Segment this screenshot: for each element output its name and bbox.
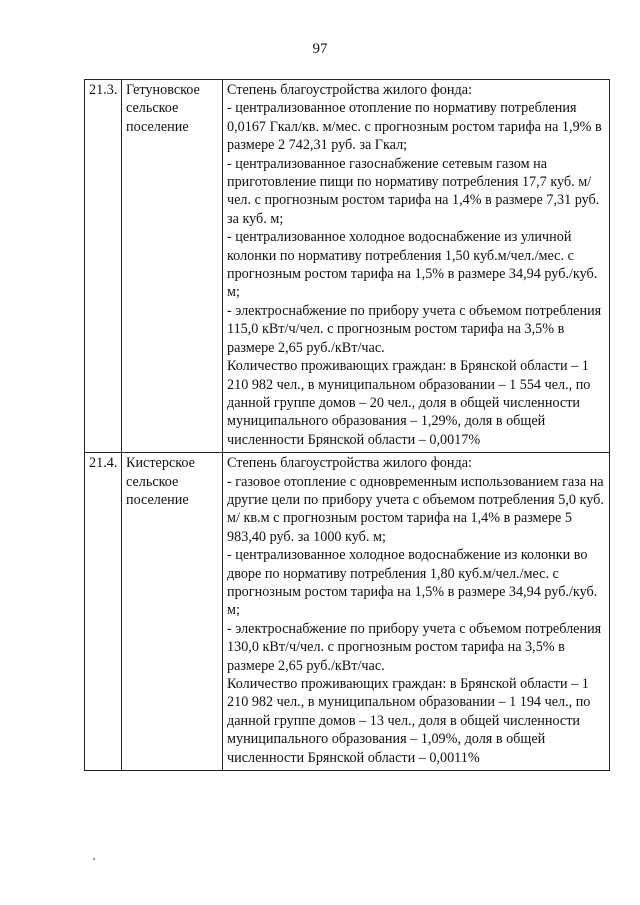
table-row [85, 80, 610, 453]
settlement-name-line: сельское [126, 473, 179, 490]
row-number: 21.3. [85, 80, 122, 453]
description-heading: Степень благоустройства жилого фонда: [227, 455, 472, 472]
housing-description [223, 453, 610, 771]
table-row [85, 453, 610, 771]
housing-description [223, 80, 610, 453]
description-item: - централизованное отопление по нормативу потребления 0,0167 Гкал/кв. м/мес. с прогнозным ростом тарифа на 1,9% в размере 2 742,31 руб. за Гкал; [227, 100, 602, 154]
description-item: - централизованное холодное водоснабжение из уличной колонки по нормативу потребления 1,50 куб.м/чел./мес. с прогнозным ростом тарифа на 1,5% в размере 34,94 руб./куб. м; [227, 229, 598, 301]
settlement-name-line: Кистерское [126, 455, 195, 472]
settlement-name [122, 80, 223, 453]
description-item: - электроснабжение по прибору учета с объемом потребления 115,0 кВт/ч/чел. с прогнозным ростом тарифа на 3,5% в размере 2,65 руб./кВт/час. [227, 302, 602, 356]
population-summary: Количество проживающих граждан: в Брянской области – 1 210 982 чел., в муниципальном образовании – 1 194 чел., по данной группе домов – 13 чел., доля в общей численности муниципального образования – 1,09%, доля в общей численности Брянской области – 0,0011% [227, 676, 591, 766]
population-summary: Количество проживающих граждан: в Брянской области – 1 210 982 чел., в муниципальном образовании – 1 554 чел., по данной группе домов – 20 чел., доля в общей численности муниципального образования – 1,29%, доля в общей численности Брянской области – 0,0017% [227, 358, 591, 448]
settlement-name-line: сельское [126, 100, 179, 117]
row-number: 21.4. [85, 453, 122, 771]
description-item: - централизованное газоснабжение сетевым газом на приготовление пищи по нормативу потребления 17,7 куб. м/чел. с прогнозным ростом тарифа на 1,4% в размере 7,31 руб. за куб. м; [227, 155, 600, 227]
settlement-name [122, 453, 223, 771]
page-number: 97 [312, 41, 328, 57]
description-item: - газовое отопление с одновременным использованием газа на другие цели по прибору учета с объемом потребления 5,0 куб. м/ кв.м с прогнозным ростом тарифа на 1,4% в размере 5 983,40 руб. за 1000 куб. м; [227, 473, 604, 545]
scan-speck [93, 858, 95, 860]
description-item: - централизованное холодное водоснабжение из колонки во дворе по нормативу потребления 1,80 куб.м/чел./мес. с прогнозным ростом тарифа на 1,5% в размере 34,94 руб./куб. м; [227, 547, 598, 619]
settlement-name-line: поселение [126, 491, 189, 508]
settlement-name-line: Гетуновское [126, 82, 200, 98]
settlement-name-line: поселение [126, 118, 189, 135]
tariff-table [84, 79, 610, 771]
description-heading: Степень благоустройства жилого фонда: [227, 82, 472, 98]
description-item: - электроснабжение по прибору учета с объемом потребления 130,0 кВт/ч/чел. с прогнозным ростом тарифа на 3,5% в размере 2,65 руб./кВт/час. [227, 620, 602, 674]
